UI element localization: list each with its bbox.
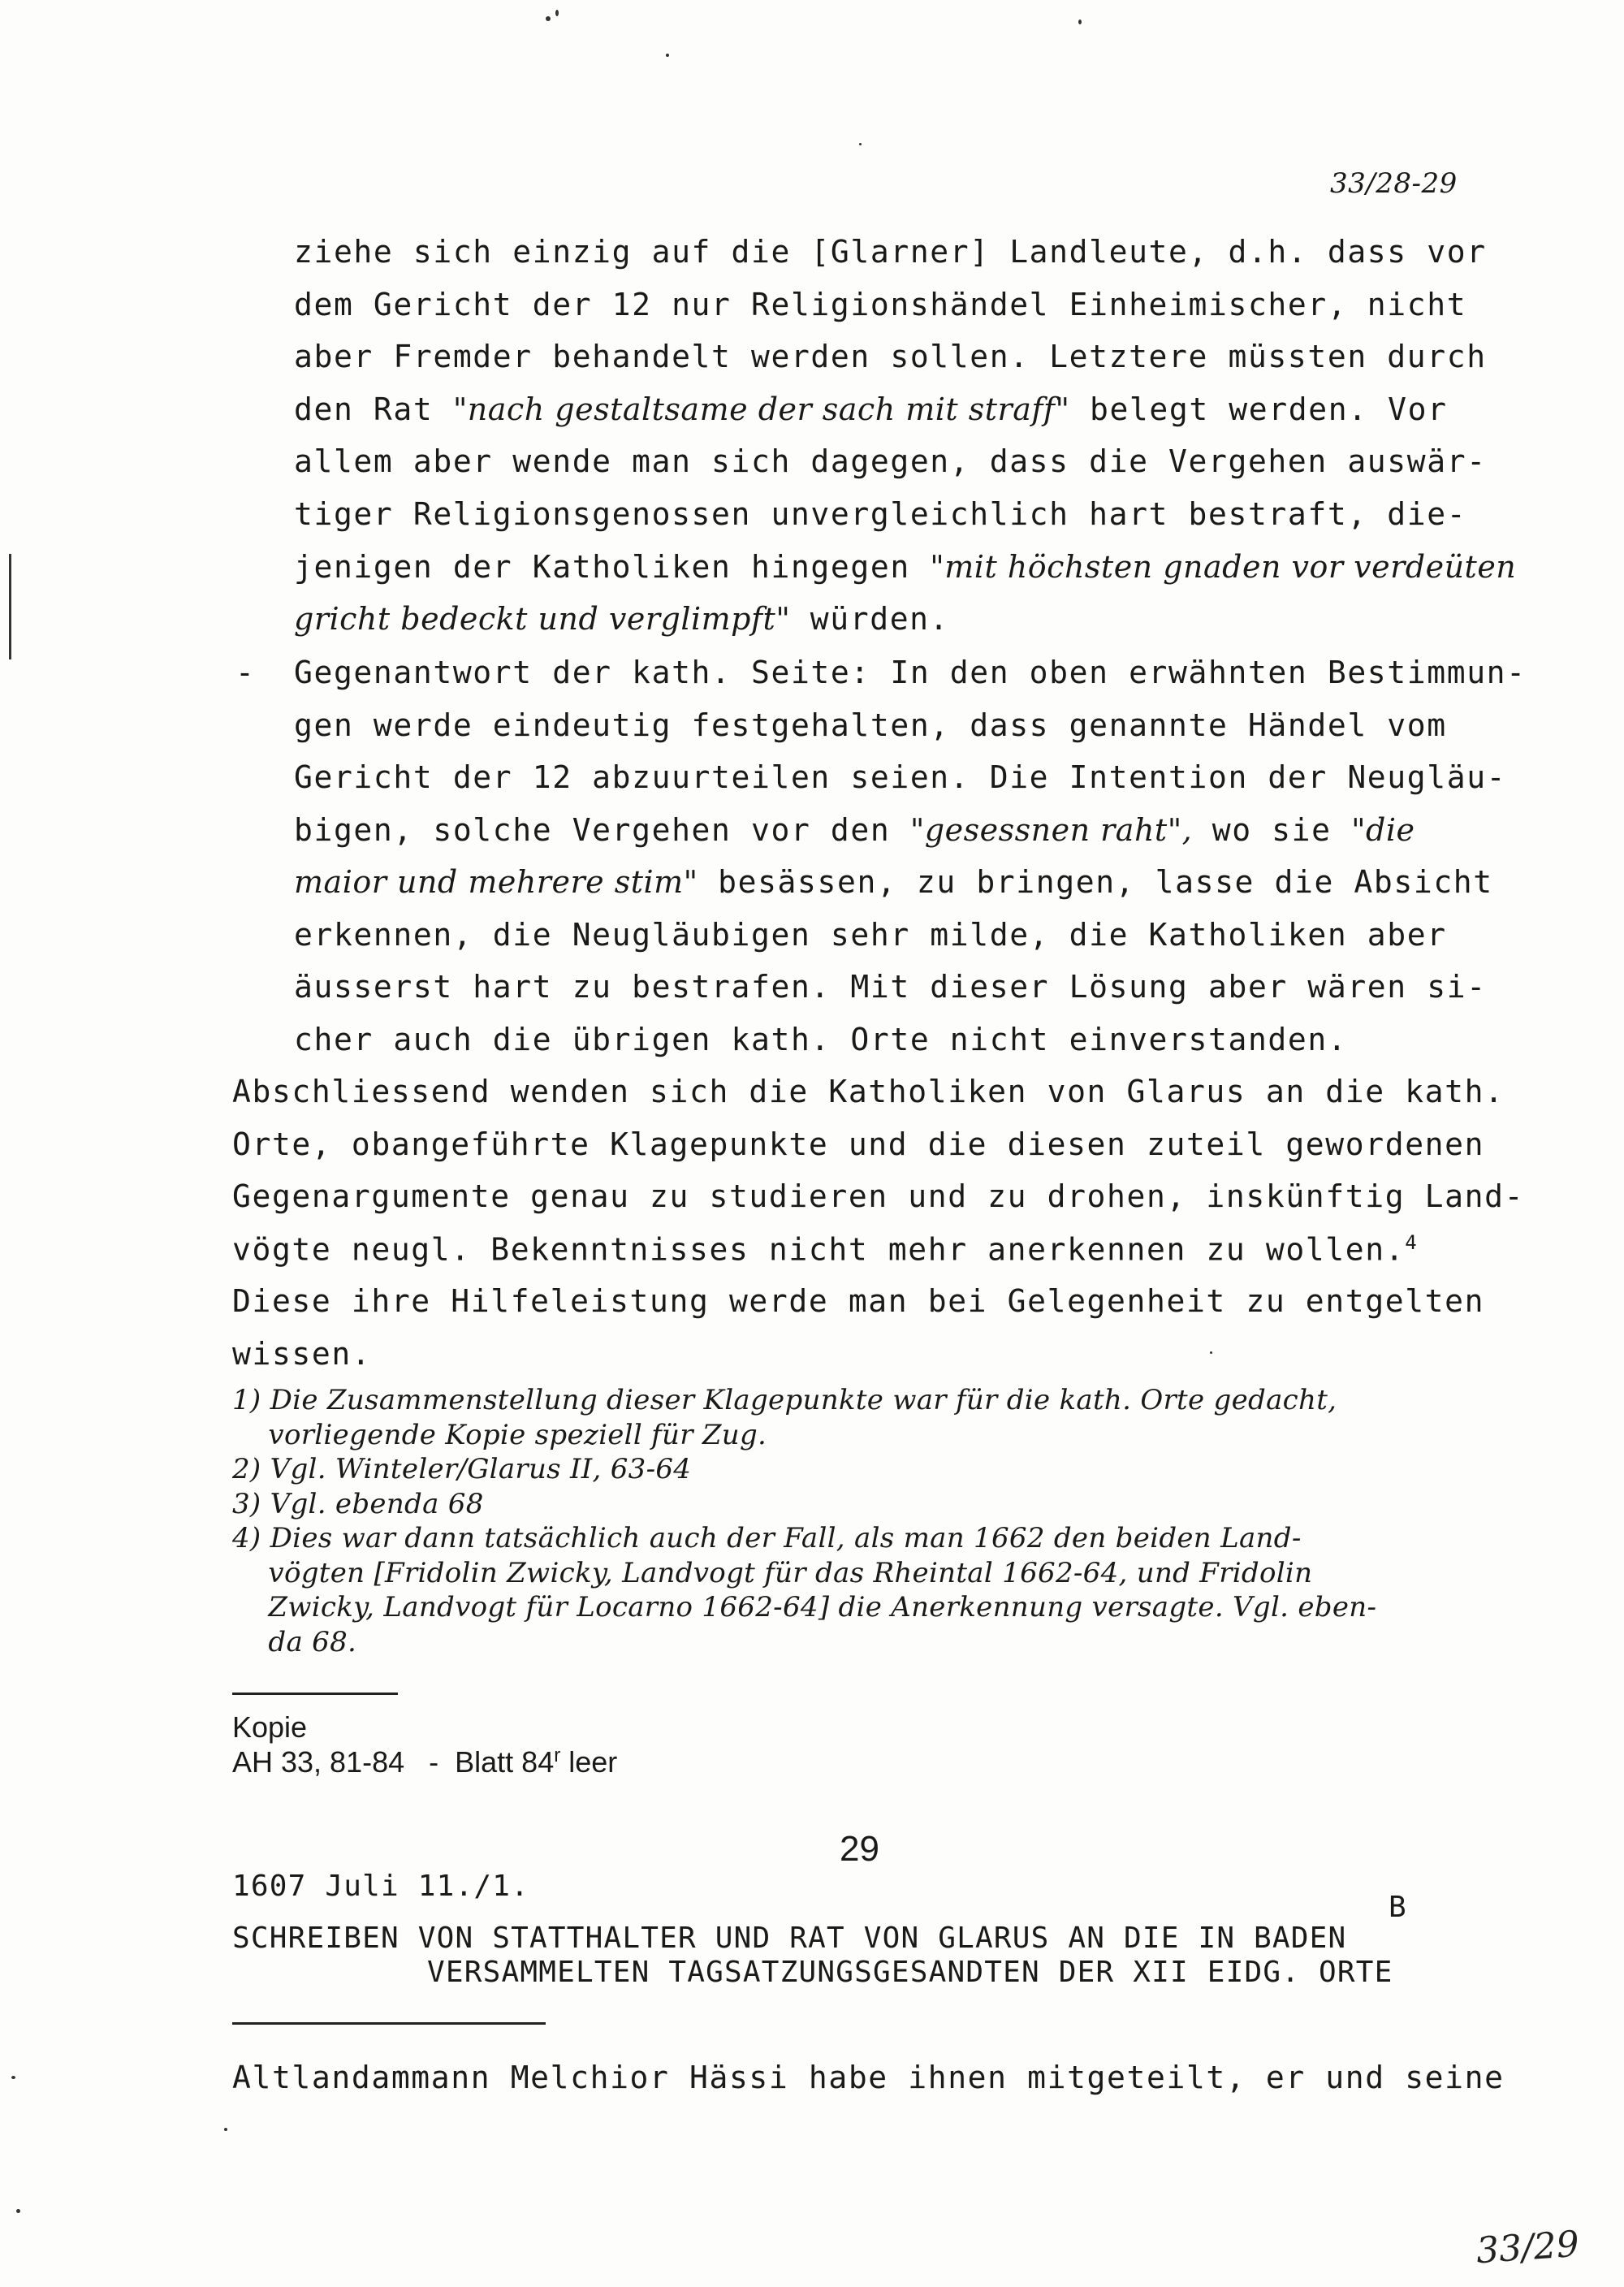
- scan-speck: [555, 10, 559, 16]
- text-run: jenigen der Katholiken hingegen: [294, 548, 931, 585]
- footnote-line: da 68.: [232, 1625, 357, 1658]
- quotation: gricht bedeckt und verglimpft": [294, 601, 791, 638]
- text-run: wo sie: [1192, 811, 1352, 848]
- source-ref-sup: r: [554, 1744, 561, 1766]
- footnote-line: 3) Vgl. ebenda 68: [232, 1487, 484, 1520]
- document-date: 1607 Juli 11./1.: [232, 1870, 529, 1903]
- body-line: [294, 969, 1487, 1005]
- body-line: [232, 1126, 1484, 1162]
- title-divider: [232, 2022, 546, 2025]
- footnote-ref: 4: [1405, 1230, 1419, 1254]
- margin-mark: [9, 554, 11, 659]
- text-run: würden.: [790, 601, 950, 638]
- text-run: Gegenargumente genau zu studieren und zu drohen, inskünftig Land-: [232, 1178, 1525, 1214]
- body-line: [294, 339, 1487, 374]
- text-run: Abschliessend wenden sich die Katholiken von Glarus an die kath.: [232, 1074, 1505, 1109]
- scan-speck: [546, 16, 551, 21]
- text-run: dem Gericht der 12 nur Religionshändel Einheimischer, nicht: [294, 286, 1467, 322]
- handwritten-folio: 33/29: [1475, 2223, 1581, 2272]
- source-ref-prefix: AH 33, 81-84 - Blatt 84: [232, 1745, 555, 1779]
- body-line: [294, 443, 1487, 479]
- footnote-line: 2) Vgl. Winteler/Glarus II, 63-64: [232, 1453, 692, 1485]
- body-line: [294, 601, 949, 637]
- document-title-line-2: VERSAMMELTEN TAGSATZUNGSGESANDTEN DER XII EIDG. ORTE: [427, 1956, 1393, 1989]
- body-line: [294, 496, 1466, 532]
- body-line: [294, 864, 1493, 900]
- list-dash: -: [235, 655, 256, 690]
- body-line: [294, 549, 1516, 585]
- quotation: "mit höchsten gnaden vor verdeüten: [930, 548, 1517, 585]
- body-line: [232, 1283, 1484, 1319]
- source-kopie: Kopie: [232, 1710, 308, 1744]
- scan-speck: [859, 143, 862, 145]
- text-run: vögte neugl. Bekenntnisses nicht mehr anerkennen zu wollen.: [232, 1231, 1406, 1268]
- quotation: "nach gestaltsame der sach mit straff": [452, 391, 1070, 427]
- text-run: äusserst hart zu bestrafen. Mit dieser Lösung aber wären si-: [294, 969, 1487, 1005]
- quotation: "die: [1351, 811, 1415, 848]
- body-line: [294, 759, 1506, 795]
- body-line: [294, 707, 1447, 743]
- text-run: gen werde eindeutig festgehalten, dass genannte Händel vom: [294, 707, 1447, 743]
- footnote-line: vorliegende Kopie speziell für Zug.: [232, 1418, 767, 1451]
- scan-speck: [1078, 19, 1082, 24]
- footnote-line: Zwicky, Landvogt für Locarno 1662-64] die Anerkennung versagte. Vgl. eben-: [232, 1591, 1377, 1623]
- body-line: [232, 1178, 1524, 1214]
- text-run: ziehe sich einzig auf die [Glarner] Landleute, d.h. dass vor: [294, 234, 1487, 270]
- scan-speck: [16, 2209, 20, 2213]
- body-line: [294, 812, 1415, 848]
- text-run: erkennen, die Neugläubigen sehr milde, die Katholiken aber: [294, 916, 1447, 953]
- scan-speck: [1210, 1351, 1212, 1354]
- source-divider: [232, 1693, 398, 1695]
- document-number: 29: [840, 1829, 879, 1869]
- text-run: besässen, zu bringen, lasse die Absicht: [698, 864, 1493, 900]
- text-run: Orte, obangeführte Klagepunkte und die diesen zuteil gewordenen: [232, 1126, 1485, 1162]
- body-line: [232, 1231, 1418, 1268]
- text-run: aber Fremder behandelt werden sollen. Letztere müssten durch: [294, 339, 1487, 375]
- body-line: [294, 917, 1447, 953]
- body-line: [232, 1074, 1505, 1109]
- footnote-line: 4) Dies war dann tatsächlich auch der Fall, als man 1662 den beiden Land-: [232, 1522, 1302, 1554]
- source-reference: [232, 1744, 617, 1779]
- quotation: "gesessnen raht",: [909, 811, 1193, 848]
- text-run: bigen, solche Vergehen vor den: [294, 811, 910, 848]
- scan-speck: [11, 2076, 15, 2079]
- text-run: allem aber wende man sich dagegen, dass die Vergehen auswär-: [294, 443, 1487, 480]
- source-ref-suffix: leer: [560, 1745, 618, 1779]
- document-mark: B: [1389, 1891, 1407, 1924]
- text-run: belegt werden. Vor: [1069, 391, 1448, 427]
- document-first-line: Altlandammann Melchior Hässi habe ihnen mitgeteilt, er und seine: [232, 2060, 1505, 2095]
- body-line: [232, 1336, 371, 1372]
- text-run: Gegenantwort der kath. Seite: In den oben erwähnten Bestimmun-: [294, 655, 1527, 690]
- text-run: Gericht der 12 abzuurteilen seien. Die Intention der Neugläu-: [294, 759, 1507, 795]
- text-run: tiger Religionsgenossen unvergleichlich hart bestraft, die-: [294, 496, 1467, 532]
- text-run: den Rat: [294, 391, 453, 427]
- text-run: wissen.: [232, 1335, 372, 1372]
- scan-speck: [224, 2128, 227, 2131]
- quotation: maior und mehrere stim": [294, 864, 698, 900]
- body-line: [294, 234, 1487, 270]
- body-line: [294, 1022, 1347, 1057]
- body-line: [294, 391, 1448, 427]
- page-reference: 33/28-29: [1330, 167, 1458, 200]
- footnote-line: vögten [Fridolin Zwicky, Landvogt für das Rheintal 1662-64, und Fridolin: [232, 1556, 1313, 1589]
- document-title-line-1: SCHREIBEN VON STATTHALTER UND RAT VON GLARUS AN DIE IN BADEN: [232, 1922, 1347, 1955]
- body-line: [294, 655, 1527, 690]
- body-line: [294, 287, 1466, 322]
- text-run: cher auch die übrigen kath. Orte nicht einverstanden.: [294, 1021, 1348, 1057]
- footnote-line: 1) Die Zusammenstellung dieser Klagepunkte war für die kath. Orte gedacht,: [232, 1384, 1337, 1416]
- text-run: Diese ihre Hilfeleistung werde man bei Gelegenheit zu entgelten: [232, 1283, 1485, 1319]
- scan-speck: [666, 54, 669, 57]
